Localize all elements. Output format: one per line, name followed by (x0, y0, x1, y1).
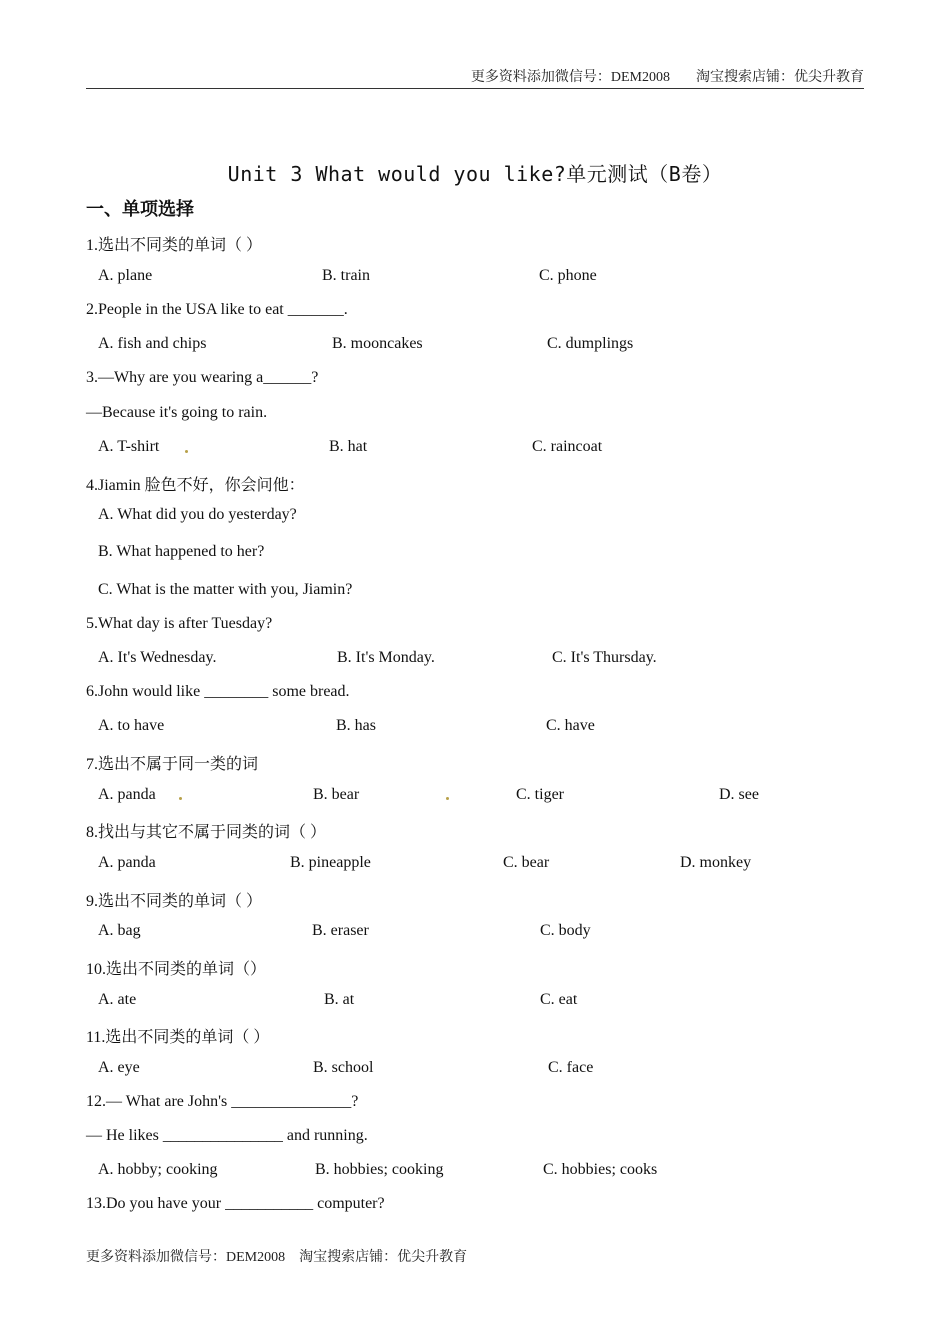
option-b: B. eraser (312, 922, 369, 939)
option-a: A. panda (98, 854, 156, 871)
option-c: C. tiger (516, 786, 564, 803)
question-stem: 11.选出不同类的单词（ ） (86, 1029, 270, 1046)
page-title: Unit 3 What would you like?单元测试（B卷） (227, 162, 723, 186)
footer-wechat: 更多资料添加微信号：DEM2008 (86, 1250, 286, 1265)
speck-mark (185, 450, 188, 453)
header-shop: 淘宝搜索店铺：优尖升教育 (696, 70, 864, 85)
question-stem: 10.选出不同类的单词（） (86, 961, 267, 978)
option-c: C. dumplings (547, 335, 634, 352)
option-b: B. hobbies; cooking (315, 1161, 444, 1178)
page-footer (86, 1246, 467, 1266)
option-b: B. has (336, 717, 376, 734)
page-header (86, 66, 864, 89)
question-stem: 12.— What are John's _______________? (86, 1093, 359, 1110)
section-heading: 一、单项选择 (86, 199, 194, 220)
option-b: B. train (322, 267, 370, 284)
option-b: B. at (324, 991, 355, 1008)
question-stem: 13.Do you have your ___________ computer? (86, 1195, 385, 1212)
option-b: B. What happened to her? (98, 543, 265, 560)
option-a: A. What did you do yesterday? (98, 506, 297, 523)
option-a: A. fish and chips (98, 335, 207, 352)
option-a: A. bag (98, 922, 141, 939)
option-c: C. bear (503, 854, 550, 871)
question-stem-line2: —Because it's going to rain. (86, 404, 268, 421)
option-b: B. bear (313, 786, 360, 803)
option-c: C. What is the matter with you, Jiamin? (98, 581, 353, 598)
question-stem: 6.John would like ________ some bread. (86, 683, 350, 700)
footer-shop: 淘宝搜索店铺：优尖升教育 (299, 1250, 468, 1265)
question-stem: 3.—Why are you wearing a______? (86, 369, 319, 386)
option-c: C. phone (539, 267, 597, 284)
option-c: C. hobbies; cooks (543, 1161, 658, 1178)
option-b: B. pineapple (290, 854, 371, 871)
question-stem: 8.找出与其它不属于同类的词（ ） (86, 824, 327, 841)
option-b: B. mooncakes (332, 335, 423, 352)
option-c: C. It's Thursday. (552, 649, 657, 666)
question-stem: 1.选出不同类的单词（ ） (86, 237, 263, 254)
option-c: C. have (546, 717, 595, 734)
option-a: A. T-shirt (98, 438, 160, 455)
option-c: C. eat (540, 991, 578, 1008)
question-stem: 9.选出不同类的单词（ ） (86, 893, 263, 910)
question-stem: 7.选出不属于同一类的词 (86, 756, 259, 773)
question-stem: 4.Jiamin 脸色不好，你会问他： (86, 477, 305, 494)
speck-mark (179, 797, 182, 800)
option-a: A. hobby; cooking (98, 1161, 218, 1178)
option-c: C. raincoat (532, 438, 603, 455)
option-a: A. to have (98, 717, 165, 734)
question-stem: 2.People in the USA like to eat _______. (86, 301, 348, 318)
option-d: D. see (719, 786, 759, 803)
option-a: A. ate (98, 991, 137, 1008)
option-b: B. It's Monday. (337, 649, 435, 666)
option-c: C. face (548, 1059, 594, 1076)
question-stem: 5.What day is after Tuesday? (86, 615, 273, 632)
option-b: B. hat (329, 438, 368, 455)
option-a: A. plane (98, 267, 153, 284)
option-c: C. body (540, 922, 591, 939)
speck-mark (446, 797, 449, 800)
option-a: A. panda (98, 786, 156, 803)
option-d: D. monkey (680, 854, 752, 871)
option-b: B. school (313, 1059, 374, 1076)
question-stem-line2: — He likes _______________ and running. (86, 1127, 368, 1144)
option-a: A. eye (98, 1059, 140, 1076)
header-wechat: 更多资料添加微信号：DEM2008 (470, 70, 670, 85)
option-a: A. It's Wednesday. (98, 649, 217, 666)
